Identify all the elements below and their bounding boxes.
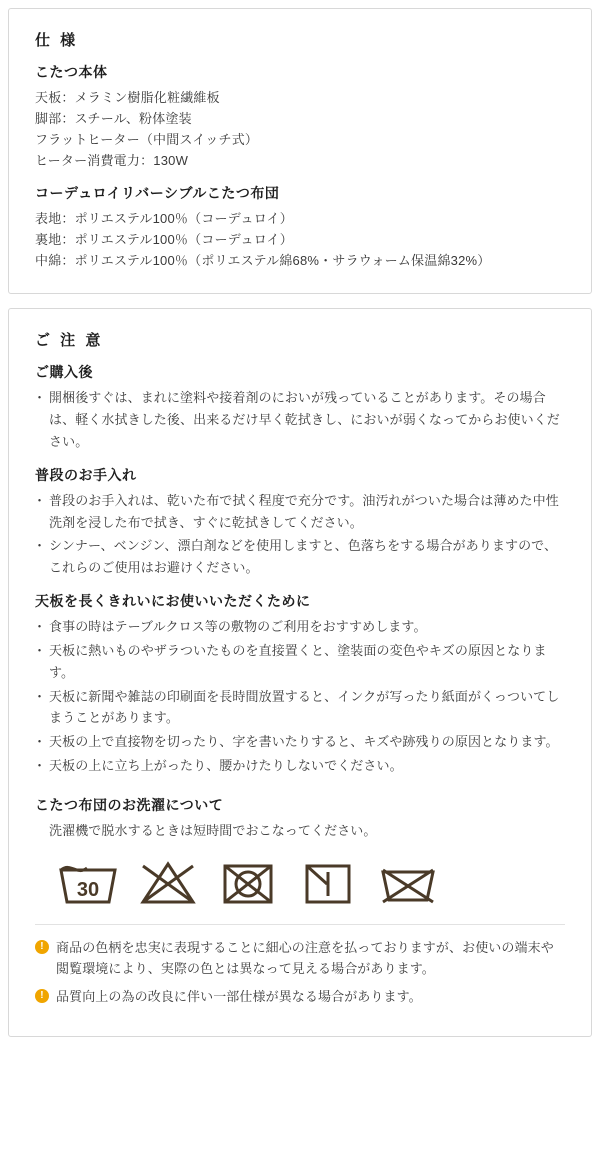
no-tumble-dry-icon: [217, 856, 279, 906]
notice-list-care: [35, 490, 565, 579]
list-item: [35, 986, 565, 1007]
spec-panel: [8, 8, 592, 294]
spec-section-heading-body: こたつ本体: [35, 64, 108, 80]
notice-section-heading-tabletop: 天板を長くきれいにお使いいただくために: [35, 593, 311, 610]
laundry-symbols-row: [57, 856, 565, 906]
warning-text: 品質向上の為の改良に伴い一部仕様が異なる場合があります。: [56, 989, 422, 1005]
spec-line: 中綿：ポリエステル100％（ポリエステル綿68%・サラウォーム保温綿32%）: [35, 253, 491, 269]
list-item: ・ 開梱後すぐは、まれに塗料や接着剤のにおいが残っていることがあります。その場合は、軽く水拭きした後、出来るだけ早く乾拭きし、においが弱くなってからお使いください。: [35, 387, 565, 452]
warning-list: [35, 937, 565, 1007]
list-item: ・ 天板の上で直接物を切ったり、字を書いたりすると、キズや跡残りの原因となります。: [35, 731, 565, 753]
iron-icon: [297, 856, 359, 906]
divider: [35, 924, 565, 925]
wash-temp-label: 30: [76, 879, 100, 902]
spec-line: 表地：ポリエステル100％（コーデュロイ）: [35, 211, 293, 227]
notice-panel: [8, 308, 592, 1037]
notice-section-heading-after-purchase: ご購入後: [35, 364, 93, 381]
spec-line: 天板：メラミン樹脂化粧繊維板: [35, 90, 220, 105]
list-item: [35, 937, 565, 979]
spec-line: 脚部：スチール、粉体塗装: [35, 111, 192, 127]
wash-heading: こたつ布団のお洗濯について: [35, 796, 224, 813]
list-item: ・ 天板の上に立ち上がったり、腰かけたりしないでください。: [35, 755, 565, 777]
spec-line: 裏地：ポリエステル100％（コーデュロイ）: [35, 232, 293, 248]
warning-text: 商品の色柄を忠実に表現することに細心の注意を払っておりますが、お使いの端末や閲覧環境により、実際の色とは異なって見える場合があります。: [56, 940, 554, 977]
list-item: ・ 食事の時はテーブルクロス等の敷物のご利用をおすすめします。: [35, 616, 565, 638]
wash-tub-30-icon: [57, 856, 119, 906]
no-dry-clean-icon: [377, 856, 439, 906]
alert-icon: !: [35, 940, 49, 954]
wash-text: 洗濯機で脱水するときは短時間でおこなってください。: [49, 822, 377, 838]
spec-line: フラットヒーター（中間スイッチ式）: [35, 132, 259, 148]
spec-section-heading-futon: コーデュロイリバーシブルこたつ布団: [35, 185, 280, 202]
notice-section-heading-care: 普段のお手入れ: [35, 466, 137, 483]
spec-panel-title: 仕 様: [35, 32, 79, 49]
notice-list-tabletop: [35, 616, 565, 777]
spec-line: ヒーター消費電力：130W: [35, 153, 189, 169]
notice-list-after-purchase: [35, 387, 565, 452]
notice-panel-title: ご 注 意: [35, 332, 104, 350]
list-item: ・ 天板に熱いものやザラついたものを直接置くと、塗装面の変色やキズの原因となります。: [35, 640, 565, 684]
list-item: ・ 普段のお手入れは、乾いた布で拭く程度で充分です。油汚れがついた場合は薄めた中性洗剤を浸した布で拭き、すぐに乾拭きしてください。: [35, 490, 565, 534]
list-item: ・ 天板に新聞や雑誌の印刷面を長時間放置すると、インクが写ったり紙面がくっついてしまうことがあります。: [35, 686, 565, 730]
alert-icon: !: [35, 989, 49, 1003]
list-item: ・ シンナー、ベンジン、漂白剤などを使用しますと、色落ちをする場合がありますので、これらのご使用はお避けください。: [35, 535, 565, 579]
no-bleach-icon: [137, 856, 199, 906]
wash-section: [35, 795, 565, 906]
